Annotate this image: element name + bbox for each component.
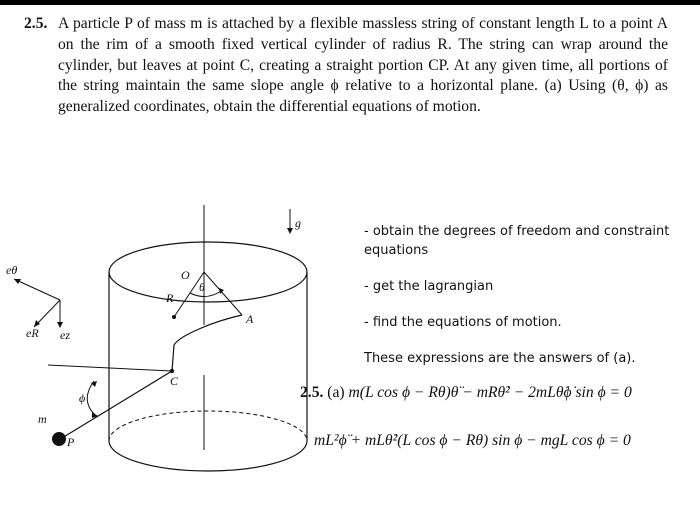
note-1: - obtain the degrees of freedom and constraint equations — [364, 224, 670, 258]
label-phi: ϕ — [79, 391, 86, 405]
note-2: - get the lagrangian — [364, 279, 494, 294]
label-O: O — [181, 268, 190, 282]
theta-arc — [190, 291, 221, 297]
label-C: C — [170, 374, 179, 388]
answer-row-2 — [314, 432, 631, 450]
particle-P — [52, 432, 66, 446]
wrapped-string — [172, 315, 242, 371]
gravity-arrow-head — [287, 228, 293, 234]
horizontal-reference — [48, 365, 172, 371]
label-g: g — [295, 216, 301, 230]
point-rim — [172, 315, 176, 319]
figure-svg — [0, 195, 350, 505]
answer-block — [300, 384, 700, 449]
equation-1: m(L cos ϕ − Rθ)θ̈ − mRθ̇² − 2mLθ̇ϕ̇ sin ϕ = 0 — [348, 384, 632, 401]
answer-number: 2.5. — [300, 384, 324, 401]
solution-notes — [364, 222, 684, 385]
label-P: P — [67, 435, 75, 449]
problem-statement — [24, 14, 668, 118]
label-e-theta: eθ — [6, 263, 18, 277]
note-4: These expressions are the answers of (a). — [364, 351, 636, 366]
cylinder-bottom-front — [109, 441, 307, 471]
label-m: m — [38, 412, 47, 426]
label-theta: θ — [199, 280, 205, 294]
cylinder-top-rim — [109, 242, 307, 302]
cylinder-bottom-back — [109, 411, 307, 441]
top-border — [0, 0, 700, 5]
problem-text: A particle P of mass m is attached by a flexible massless string of constant length L to a point A on the rim of a smooth fixed vertical cylinder of radius R. The string can wrap around the cylinder, but leaves at point C, creating a straight portion CP. At any given time, all portions of the string maintain the same slope angle ϕ relative to a horizontal plane. (a) Using (θ, ϕ) as generalized coordinates, obtain the differential equations of motion. — [58, 15, 668, 116]
answer-part: (a) — [327, 384, 345, 401]
cylinder-figure — [0, 195, 350, 505]
radius-to-A — [204, 272, 242, 315]
label-A: A — [246, 312, 254, 326]
label-R: R — [166, 291, 174, 305]
answer-row-1 — [300, 384, 700, 402]
phi-arc — [87, 381, 95, 415]
note-3: - find the equations of motion. — [364, 315, 562, 330]
label-e-z: ez — [60, 328, 70, 342]
equation-2: mL²ϕ̈ + mLθ̇²(L cos ϕ − Rθ) sin ϕ − mgL cos ϕ = 0 — [314, 432, 631, 449]
e-theta-vector — [14, 279, 60, 300]
problem-number: 2.5. — [24, 15, 48, 32]
label-e-R: eR — [26, 326, 39, 340]
